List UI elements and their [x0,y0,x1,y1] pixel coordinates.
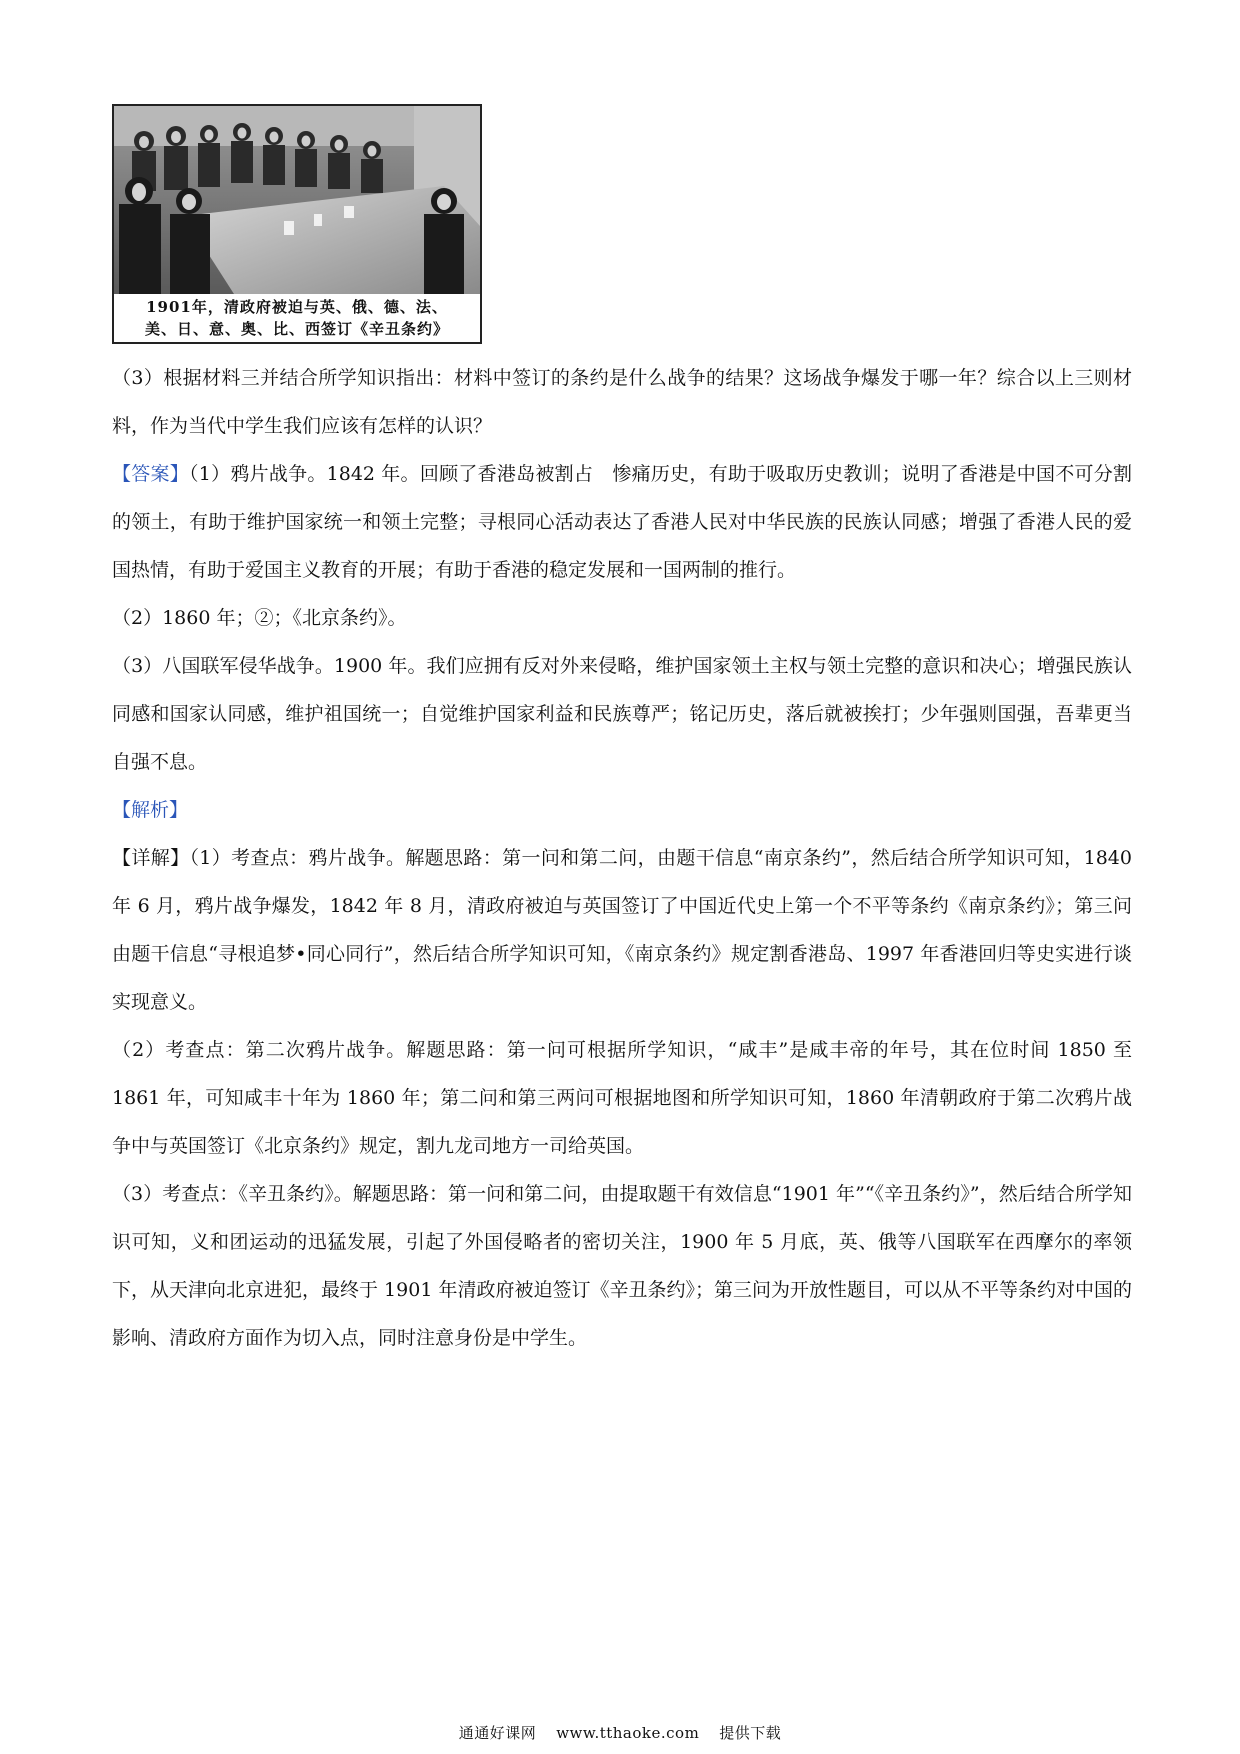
answer-1 [112,450,1132,594]
analysis-label: 【解析】 [112,799,189,821]
question-3: （3）根据材料三并结合所学知识指出：材料中签订的条约是什么战争的结果？这场战争爆发于哪一年？综合以上三则材料，作为当代中学生我们应该有怎样的认识？ [112,367,1132,437]
photo-caption [114,296,480,342]
answer-label: 【答案】 [112,463,190,485]
footer-url[interactable]: www.tthaoke.com [556,1724,700,1742]
document-body [112,354,1132,1362]
detail-1 [112,834,1132,1026]
analysis-heading [112,786,1132,834]
caption-line-2: 美、日、意、奥、比、西签订《辛丑条约》 [144,320,449,338]
detail-label: 【详解】 [112,847,190,869]
treaty-signing-photo [112,104,482,344]
answer-1-text: （1）鸦片战争。1842 年。回顾了香港岛被割占 惨痛历史，有助于吸取历史教训；说明了香港是中国不可分割的领土，有助于维护国家统一和领土完整；寻根同心活动表达了香港人民对中华民族的民族认同感；增强了香港人民的爱国热情，有助于爱国主义教育的开展；有助于香港的稳定发展和一国两制的推行。 [112,463,1132,581]
answer-3: （3）八国联军侵华战争。1900 年。我们应拥有反对外来侵略，维护国家领土主权与领土完整的意识和决心；增强民族认同感和国家认同感，维护祖国统一；自觉维护国家利益和民族尊严；铭记历史，落后就被挨打；少年强则国强，吾辈更当自强不息。 [112,655,1132,773]
photo-image [114,106,480,294]
footer-site-name: 通通好课网 [458,1724,537,1742]
detail-3: （3）考查点：《辛丑条约》。解题思路：第一问和第二问，由提取题干有效信息“1901 年”“《辛丑条约》”，然后结合所学知识可知，义和团运动的迅猛发展，引起了外国侵略者的密切关注，1900 年 5 月底，英、俄等八国联军在西摩尔的率领下，从天津向北京进犯，最终于 1901 年清政府被迫签订《辛丑条约》；第三问为开放性题目，可以从不平等条约对中国的影响、清政府方面作为切入点，同时注意身份是中学生。 [112,1183,1132,1349]
page-footer [0,1722,1240,1743]
footer-suffix: 提供下载 [719,1724,782,1742]
detail-1-text: （1）考查点：鸦片战争。解题思路：第一问和第二问，由题干信息“南京条约”，然后结合所学知识可知，1840 年 6 月，鸦片战争爆发，1842 年 8 月，清政府被迫与英国签订了中国近代史上第一个不平等条约《南京条约》；第三问由题干信息“寻根追梦•同心同行”，然后结合所学知识可知，《南京条约》规定割香港岛、1997 年香港回归等史实进行谈实现意义。 [112,847,1132,1013]
caption-line-1: 1901年，清政府被迫与英、俄、德、法、 [146,298,448,316]
detail-2: （2）考查点：第二次鸦片战争。解题思路：第一问可根据所学知识，“咸丰”是咸丰帝的年号，其在位时间 1850 至 1861 年，可知咸丰十年为 1860 年；第二问和第三两问可根据地图和所学知识可知，1860 年清朝政府于第二次鸦片战争中与英国签订《北京条约》规定，割九龙司地方一司给英国。 [112,1039,1132,1157]
answer-2: （2）1860 年；②；《北京条约》。 [112,607,407,629]
